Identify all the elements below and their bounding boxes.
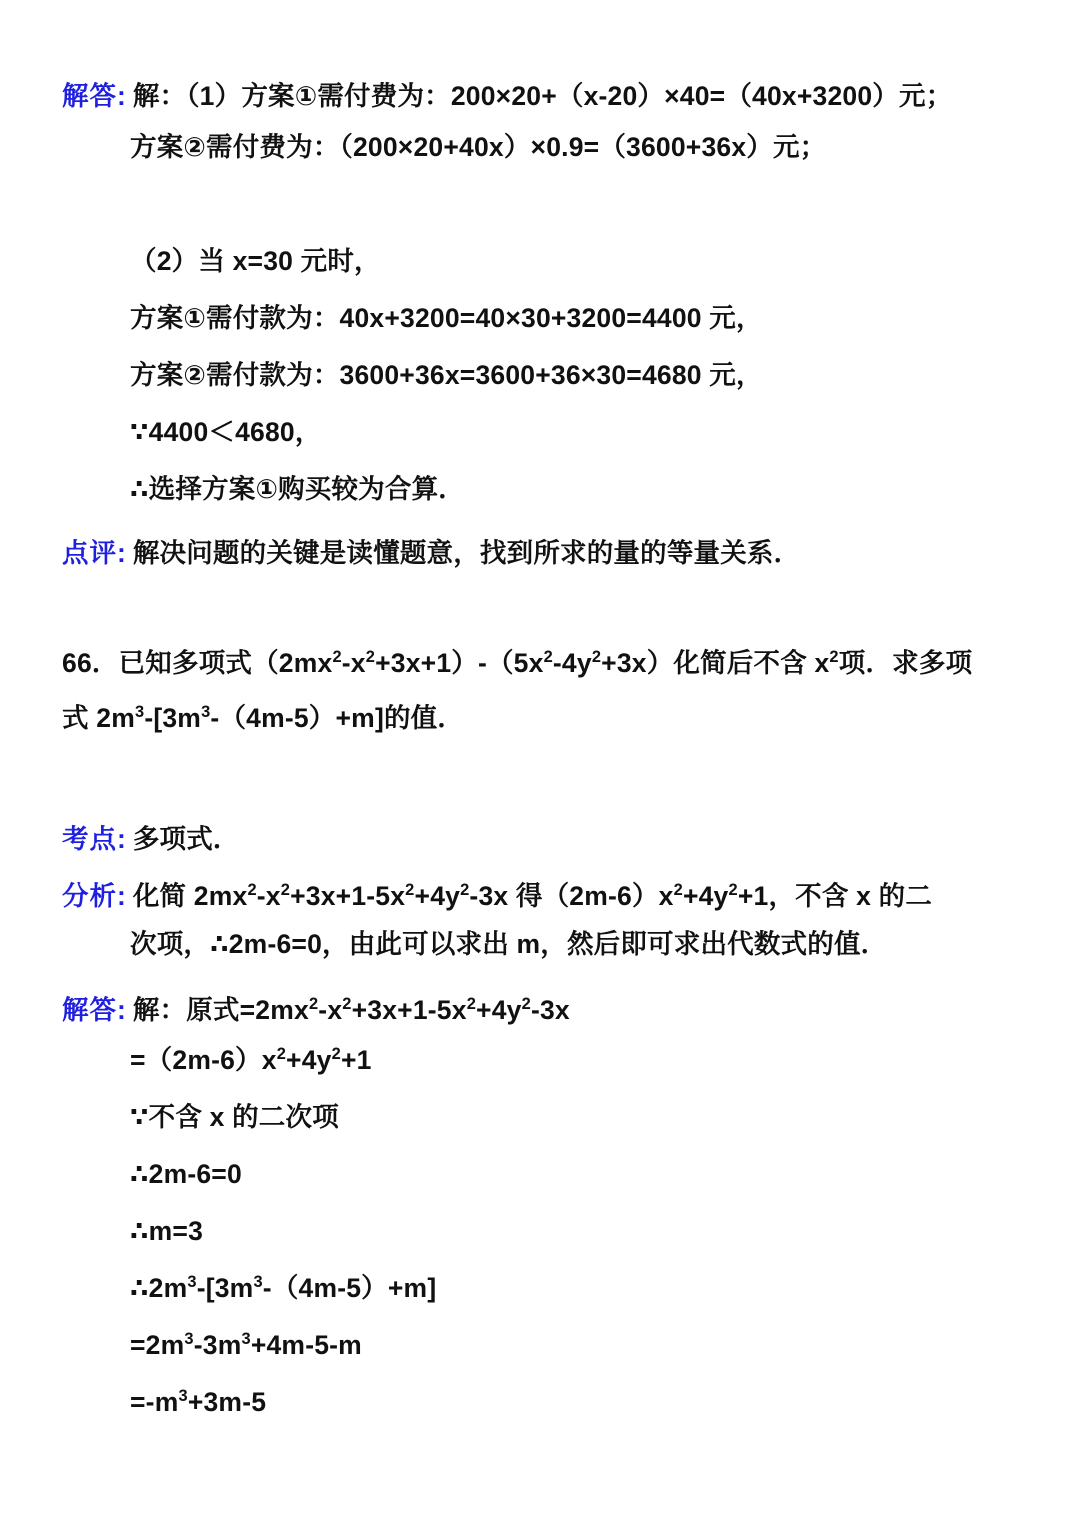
- solution-66-line-7-row: [62, 1330, 1040, 1361]
- problem-66-line-1-row: [62, 648, 1040, 679]
- solution-label-row-66: [62, 988, 1040, 1027]
- solution-line-2-row: [62, 132, 1040, 163]
- solution-66-line-5-row: [62, 1216, 1040, 1247]
- exponent: 2: [280, 881, 291, 900]
- solution-line-4: 方案①需付款为：40x+3200=40×30+3200=4400 元，: [130, 303, 763, 333]
- exponent: 2: [673, 881, 683, 900]
- exponent: 3: [134, 703, 145, 722]
- exponent: 2: [365, 648, 376, 667]
- comment-row-65: [62, 531, 1040, 570]
- solution-66-line-7: $=2m^3‑3m^3+4m‑5‑m$: [130, 1330, 362, 1360]
- exponent: 2: [332, 648, 342, 667]
- exponent: 2: [308, 995, 319, 1014]
- solution-label-row-65: [62, 74, 1040, 113]
- exponent: 3: [253, 1273, 263, 1292]
- exponent: 2: [543, 648, 553, 667]
- solution-line-7: ∴选择方案①购买较为合算．: [130, 474, 465, 504]
- solution-66-line-2: $=(2m‑6)x^2+4y^2+1$: [130, 1045, 372, 1075]
- exponent: 2: [247, 881, 257, 900]
- exponent: 2: [342, 995, 352, 1014]
- solution-66-line-5: ∴m=3: [130, 1216, 204, 1246]
- exponent: 2: [466, 995, 477, 1014]
- analysis-row-66: [62, 874, 1040, 913]
- solution-line-2: 方案②需付费为：（200×20+40x）×0.9=（3600+36x）元；: [130, 132, 827, 162]
- solution-line-5: 方案②需付款为：3600+36x=3600+36×30=4680 元，: [130, 360, 763, 390]
- solution-66-line-4: ∴2m‑6=0: [130, 1159, 242, 1189]
- solution-66-line-1: 解：原式$=2mx^2‑x^2+3x+1‑5x^2+4y^2‑3x$: [132, 995, 570, 1025]
- solution-66-line-8: $=‑m^3+3m‑5$: [130, 1387, 267, 1417]
- comment-label: 点评:: [62, 538, 127, 568]
- solution-66-line-2-row: [62, 1045, 1040, 1076]
- analysis-line-1: 化简 $2mx^2‑x^2+3x+1‑5x^2+4y^2‑3x$ 得$(2m‑6)x^2+4y^2+1$，不含 x 的二: [132, 881, 933, 911]
- keypoint-text: 多项式．: [132, 824, 240, 854]
- exponent: 2: [728, 881, 738, 900]
- exponent: 3: [187, 1273, 197, 1292]
- exponent: 2: [405, 881, 415, 900]
- exponent: 3: [184, 1330, 194, 1349]
- comment-text: 解决问题的关键是读懂题意，找到所求的量的等量关系．: [132, 538, 801, 568]
- exponent: 3: [178, 1387, 188, 1406]
- solution-66-line-8-row: [62, 1387, 1040, 1418]
- solution-66-line-6-row: [62, 1273, 1040, 1304]
- exponent: 3: [201, 703, 211, 722]
- exponent: 2: [829, 648, 839, 667]
- solution-line-7-row: [62, 474, 1040, 505]
- exponent: 2: [591, 648, 602, 667]
- problem-number: 66: [62, 648, 92, 678]
- solution-line-1: 解：（1）方案①需付费为：200×20+（x‑20）×40=（40x+3200）元；: [132, 81, 953, 111]
- keypoint-label: 考点:: [62, 824, 127, 854]
- analysis-label: 分析:: [62, 881, 127, 911]
- solution-line-3: （2）当 x=30 元时，: [130, 246, 381, 276]
- exponent: 2: [276, 1045, 287, 1064]
- exponent: 3: [241, 1330, 251, 1349]
- solution-66-line-4-row: [62, 1159, 1040, 1190]
- solution-66-line-6: $\therefore 2m^3‑[3m^3‑(4m‑5)+m]$: [130, 1273, 437, 1303]
- problem-66-line-1: 66．已知多项式$(2mx^2‑x^2+3x+1)‑(5x^2‑4y^2+3x)$化简后不含 $x^2$项．求多项: [62, 648, 973, 678]
- analysis-line-2: 次项，∴2m‑6=0，由此可以求出 m，然后即可求出代数式的值．: [130, 929, 888, 959]
- solution-line-5-row: [62, 360, 1040, 391]
- analysis-line-2-row: [62, 929, 1040, 960]
- exponent: 2: [331, 1045, 341, 1064]
- solution-line-6-row: [62, 417, 1040, 448]
- keypoint-row-66: [62, 817, 1040, 856]
- solution-label: 解答:: [62, 995, 127, 1025]
- solution-line-6: ∵4400＜4680，: [130, 417, 322, 447]
- exponent: 2: [460, 881, 470, 900]
- exponent: 2: [521, 995, 531, 1014]
- problem-66-line-2-row: [62, 703, 1040, 734]
- solution-66-line-3: ∵不含 x 的二次项: [130, 1102, 339, 1132]
- solution-line-4-row: [62, 303, 1040, 334]
- solution-66-line-3-row: [62, 1102, 1040, 1133]
- solution-label: 解答:: [62, 81, 127, 111]
- solution-line-3-row: [62, 246, 1040, 277]
- problem-66-line-2: 式 $2m^3‑[3m^3‑(4m‑5)+m]$的值．: [62, 703, 465, 733]
